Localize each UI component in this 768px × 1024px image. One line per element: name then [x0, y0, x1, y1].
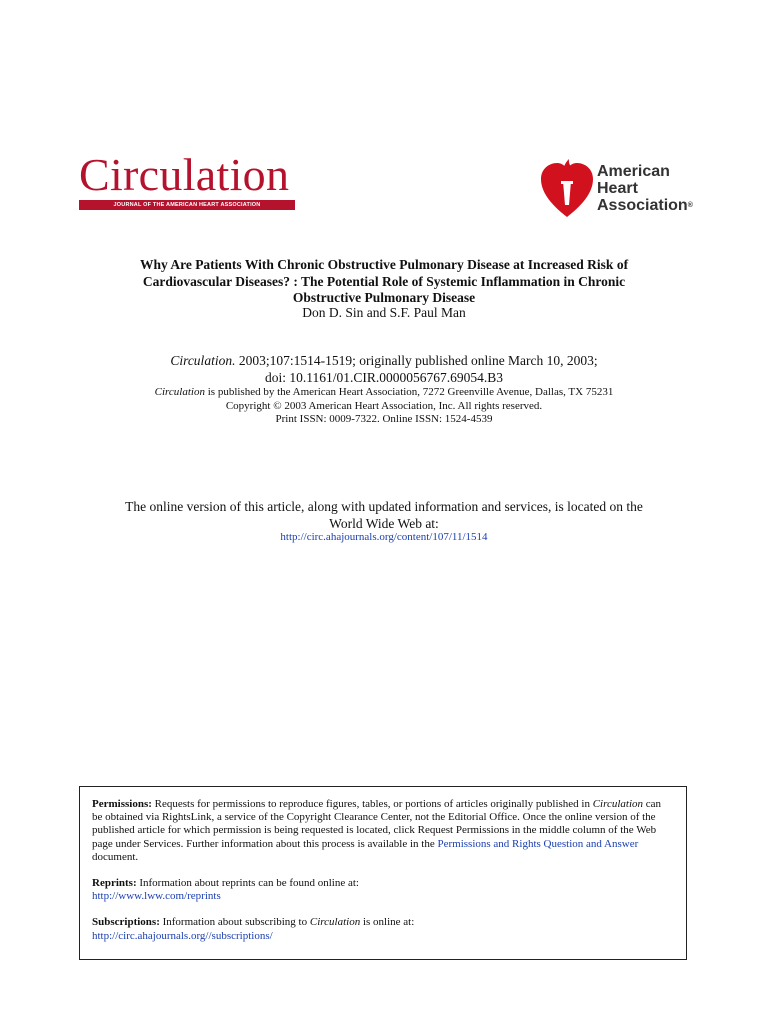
title-line: Obstructive Pulmonary Disease [292, 290, 476, 305]
reprints-paragraph: Reprints: Information about reprints can be found online at: http://www.lww.com/reprints [92, 877, 359, 903]
citation-block [70, 352, 698, 386]
aha-line-association: Association® [597, 197, 693, 214]
article-authors: Don D. Sin and S.F. Paul Man [302, 305, 466, 320]
aha-logo [539, 155, 699, 223]
publisher-journal: Circulation [154, 386, 205, 398]
online-version-line: World Wide Web at: [329, 515, 439, 531]
journal-logo-word: Circulation [79, 149, 290, 200]
subscriptions-paragraph: Subscriptions: Information about subscribing to Circulation is online at: http://circ.ahajournals.org//subscriptions/ [92, 916, 415, 942]
copyright: Copyright © 2003 American Heart Association, Inc. All rights reserved. [225, 399, 543, 412]
registered-mark: ® [687, 202, 693, 209]
publisher-info [70, 386, 698, 427]
article-title [70, 257, 698, 307]
online-version-note [70, 499, 698, 532]
issn: Print ISSN: 0009-7322. Online ISSN: 1524-4539 [275, 413, 493, 425]
permissions-box [79, 786, 687, 960]
permissions-label: Permissions: [92, 798, 152, 810]
publisher-details: is published by the American Heart Association, 7272 Greenville Avenue, Dallas, TX 75231 [204, 386, 614, 398]
permissions-qa-link[interactable]: Permissions and Rights Question and Answer [437, 837, 639, 850]
online-version-line: The online version of this article, along with updated information and services, is located on the [125, 499, 643, 514]
journal-logo-tagline: JOURNAL OF THE AMERICAN HEART ASSOCIATION [79, 200, 295, 210]
reprints-label: Reprints: [92, 877, 137, 890]
subscriptions-link[interactable]: http://circ.ahajournals.org//subscriptions/ [92, 929, 273, 942]
citation-journal: Circulation. [170, 353, 236, 368]
citation-doi: doi: 10.1161/01.CIR.0000056767.69054.B3 [264, 370, 503, 385]
circulation-logo [79, 149, 297, 210]
citation-details: 2003;107:1514-1519; originally published online March 10, 2003; [235, 353, 598, 368]
aha-line-american: American [597, 163, 670, 180]
reprints-link[interactable]: http://www.lww.com/reprints [92, 890, 221, 903]
title-line: Cardiovascular Diseases? : The Potential Role of Systemic Inflammation in Chronic [142, 273, 626, 289]
subscriptions-label: Subscriptions: [92, 916, 160, 929]
permissions-paragraph: Permissions: Requests for permissions to reproduce figures, tables, or portions of articles originally published in Circulation can be obtained via RightsLink, a service of the Copyright Clearance Center, not the Editorial Office. Once the online version of the published article for which permission is being requested is located, click Request Permissions in the middle column of the Web page under Services. Further information about this process is available in the Permissions and Rights Question and Answer document. [92, 798, 662, 863]
title-line: Why Are Patients With Chronic Obstructive Pulmonary Disease at Increased Risk of [139, 257, 629, 272]
article-url-link[interactable]: http://circ.ahajournals.org/content/107/11/1514 [280, 531, 488, 543]
aha-line-heart: Heart [597, 180, 638, 197]
heart-torch-icon [539, 155, 595, 221]
aha-wordmark [597, 163, 693, 214]
